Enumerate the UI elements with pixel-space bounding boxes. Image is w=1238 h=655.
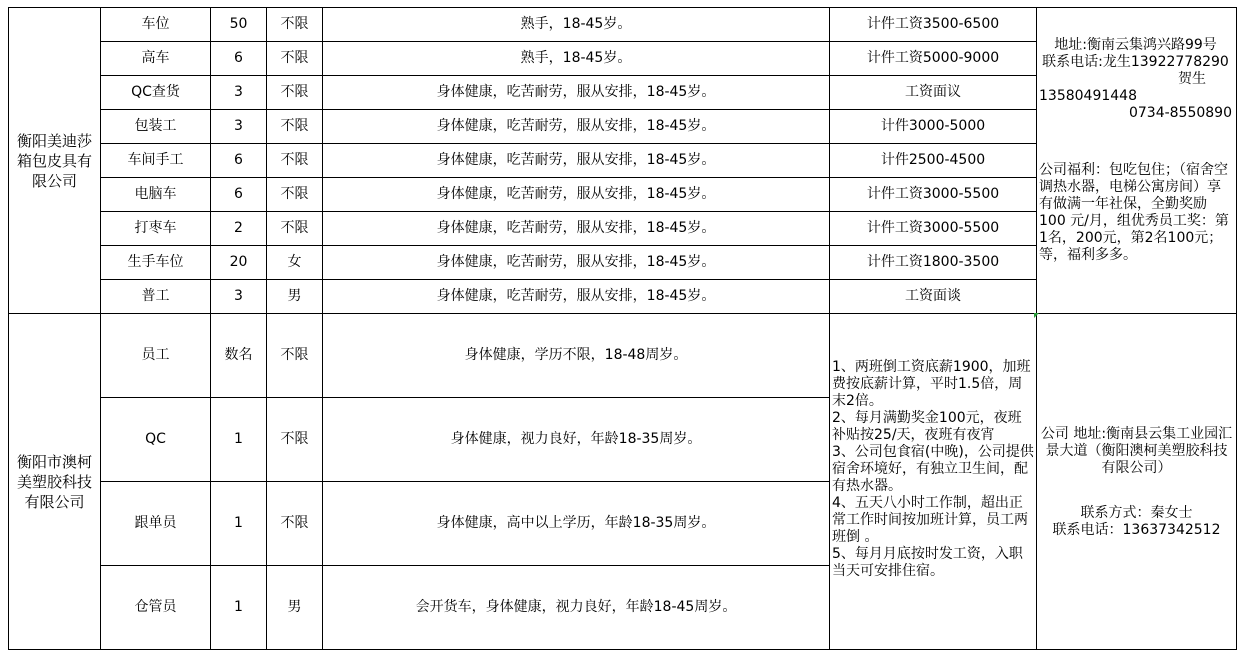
gender-cell: 不限 (267, 42, 323, 76)
requirement-cell: 身体健康，吃苦耐劳，服从安排，18-45岁。 (323, 76, 830, 110)
position-cell: QC (101, 398, 211, 482)
salary-cell: 计件工资3500-6500 (830, 8, 1037, 42)
gender-cell: 不限 (267, 398, 323, 482)
contact-address: 公司 地址:衡南县云集工业园汇景大道（衡阳澳柯美塑胶科技有限公司） (1040, 426, 1233, 476)
position-cell: 员工 (101, 314, 211, 398)
gender-cell: 不限 (267, 110, 323, 144)
count-cell: 6 (211, 178, 267, 212)
benefit-item: 3、公司包食宿(中晚)，公司提供宿舍环境好，有独立卫生间，配有热水器。 (832, 444, 1034, 494)
contact-person: 联系方式：秦女士 (1080, 505, 1193, 521)
gender-cell: 不限 (267, 76, 323, 110)
position-cell: 生手车位 (101, 246, 211, 280)
contact-landline: 0734-8550890 (1128, 105, 1232, 121)
gender-cell: 不限 (267, 178, 323, 212)
gender-cell: 男 (267, 280, 323, 314)
requirement-cell: 身体健康，视力良好，年龄18-35周岁。 (323, 398, 830, 482)
position-cell: 仓管员 (101, 566, 211, 650)
company-contact-cell (1037, 8, 1237, 314)
company-welfare: 公司福利：包吃包住；（宿舍空调热水器，电梯公寓房间）享有做满一年社保，全勤奖励 100 元/月，组优秀员工奖：第1名，200元，第2名100元；等，福利多多。 (1039, 162, 1229, 263)
requirement-cell: 身体健康，吃苦耐劳，服从安排，18-45岁。 (323, 178, 830, 212)
gender-cell: 女 (267, 246, 323, 280)
position-cell: 车间手工 (101, 144, 211, 178)
requirement-cell: 身体健康，吃苦耐劳，服从安排，18-45岁。 (323, 144, 830, 178)
benefit-item: 4、五天八小时工作制，超出正常工作时间按加班计算，员工两班倒 。 (832, 495, 1028, 545)
count-cell: 50 (211, 8, 267, 42)
gender-cell: 不限 (267, 482, 323, 566)
position-cell: 打枣车 (101, 212, 211, 246)
salary-cell: 计件工资1800-3500 (830, 246, 1037, 280)
position-cell: 电脑车 (101, 178, 211, 212)
count-cell: 1 (211, 566, 267, 650)
position-cell: 普工 (101, 280, 211, 314)
requirement-cell: 身体健康，吃苦耐劳，服从安排，18-45岁。 (323, 212, 830, 246)
salary-cell: 计件2500-4500 (830, 144, 1037, 178)
requirement-cell: 身体健康，吃苦耐劳，服从安排，18-45岁。 (323, 110, 830, 144)
table-row (9, 8, 1237, 42)
salary-cell: 计件工资3000-5500 (830, 178, 1037, 212)
requirement-cell: 身体健康，吃苦耐劳，服从安排，18-45岁。 (323, 246, 830, 280)
count-cell: 2 (211, 212, 267, 246)
company-name-cell: 衡阳市澳柯美塑胶科技有限公司 (9, 314, 101, 650)
requirement-cell: 身体健康，学历不限，18-48周岁。 (323, 314, 830, 398)
contact-phone: 联系电话：13637342512 (1052, 522, 1221, 538)
position-cell: 高车 (101, 42, 211, 76)
table-row (9, 314, 1237, 398)
gender-cell: 不限 (267, 144, 323, 178)
gender-cell: 不限 (267, 8, 323, 42)
count-cell: 1 (211, 398, 267, 482)
requirement-cell: 身体健康，吃苦耐劳，服从安排，18-45岁。 (323, 280, 830, 314)
gender-cell: 不限 (267, 212, 323, 246)
requirement-cell: 熟手，18-45岁。 (323, 8, 830, 42)
salary-cell: 工资面谈 (830, 280, 1037, 314)
company-contact-cell (1037, 314, 1237, 650)
gender-cell: 男 (267, 566, 323, 650)
count-cell: 数名 (211, 314, 267, 398)
gender-cell: 不限 (267, 314, 323, 398)
position-cell: 跟单员 (101, 482, 211, 566)
company-name-cell: 衡阳美迪莎箱包皮具有限公司 (9, 8, 101, 314)
count-cell: 3 (211, 76, 267, 110)
requirement-cell: 身体健康，高中以上学历，年龄18-35周岁。 (323, 482, 830, 566)
benefit-item: 5、每月月底按时发工资，入职当天可安排住宿。 (832, 546, 1023, 579)
salary-cell: 计件工资5000-9000 (830, 42, 1037, 76)
benefit-item: 2、每月满勤奖金100元，夜班补贴按25/天，夜班有夜宵 (832, 410, 1022, 443)
count-cell: 3 (211, 280, 267, 314)
position-cell: 包装工 (101, 110, 211, 144)
contact-second-phone: 13580491448 (1039, 88, 1137, 104)
position-cell: 车位 (101, 8, 211, 42)
count-cell: 1 (211, 482, 267, 566)
position-cell: QC查货 (101, 76, 211, 110)
count-cell: 3 (211, 110, 267, 144)
contact-phone: 联系电话:龙生13922778290 (1042, 54, 1229, 70)
cell-comment-marker (1034, 313, 1039, 318)
requirement-cell: 熟手，18-45岁。 (323, 42, 830, 76)
benefit-item: 1、两班倒工资底薪1900，加班费按底薪计算，平时1.5倍，周末2倍。 (832, 359, 1031, 409)
company-benefits-cell (830, 314, 1037, 650)
contact-address: 地址:衡南云集鸿兴路99号 (1054, 37, 1217, 53)
salary-cell: 计件3000-5000 (830, 110, 1037, 144)
count-cell: 6 (211, 144, 267, 178)
salary-cell: 计件工资3000-5500 (830, 212, 1037, 246)
salary-cell: 工资面议 (830, 76, 1037, 110)
recruitment-table (8, 7, 1237, 650)
count-cell: 6 (211, 42, 267, 76)
requirement-cell: 会开货车，身体健康，视力良好，年龄18-45周岁。 (323, 566, 830, 650)
count-cell: 20 (211, 246, 267, 280)
contact-second-name: 贺生 (1178, 71, 1206, 87)
